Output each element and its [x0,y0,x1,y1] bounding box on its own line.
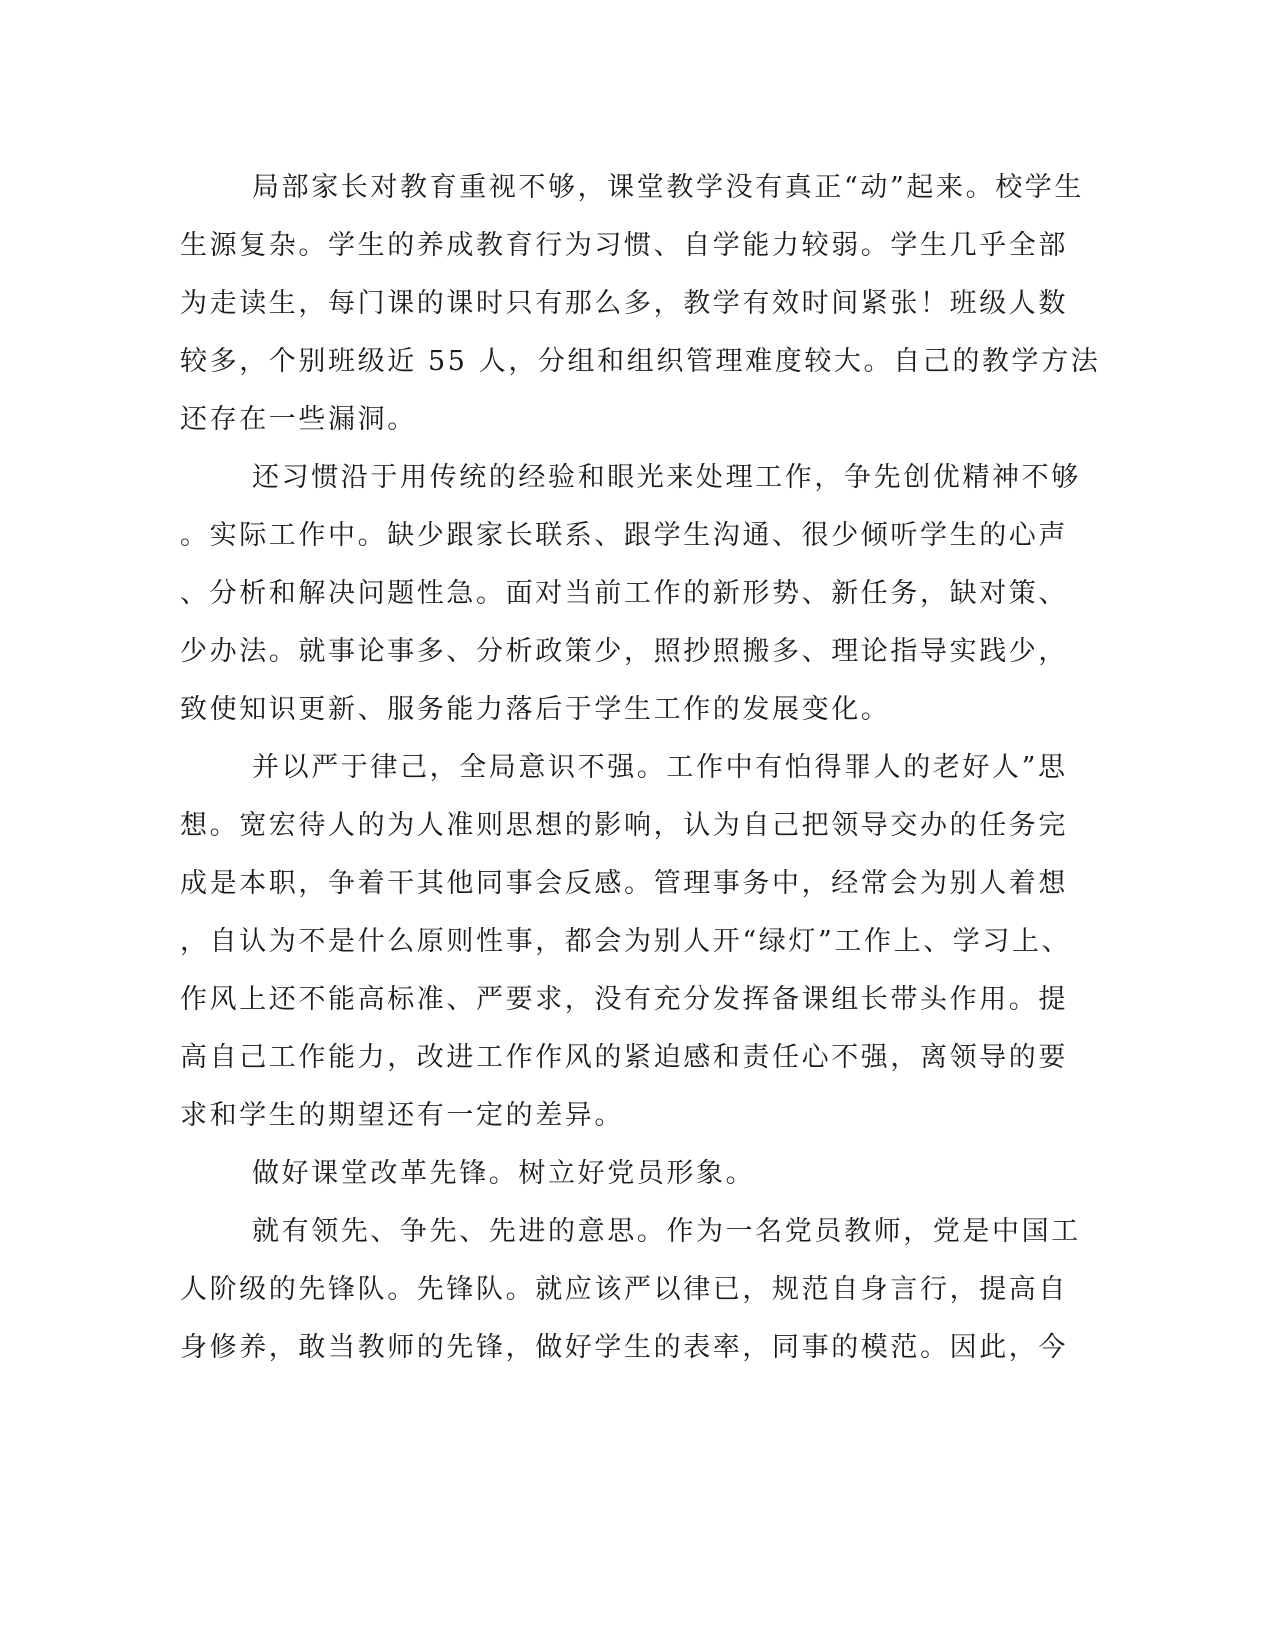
text-line: 做好课堂改革先锋。树立好党员形象。 [252,1158,756,1189]
text-line: 就有领先、争先、先进的意思。作为一名党员教师，党是中国工 [252,1216,1081,1247]
text-line: 求和学生的期望还有一定的差异。 [180,1100,624,1131]
text-line: 较多，个别班级近 55 人，分组和组织管理难度较大。自己的教学方法 [180,346,1101,377]
paragraph [180,159,1101,449]
paragraph [180,1145,1040,1203]
text-line: 成是本职，争着干其他同事会反感。管理事务中，经常会为别人着想 [180,868,1068,899]
text-line: 。实际工作中。缺少跟家长联系、跟学生沟通、很少倾听学生的心声 [180,520,1068,551]
text-line: 局部家长对教育重视不够，课堂教学没有真正“动”起来。校学生 [252,172,1085,203]
text-line: 想。宽宏待人的为人准则思想的影响，认为自己把领导交办的任务完 [180,810,1068,841]
text-line: 并以严于律己，全局意识不强。工作中有怕得罪人的老好人”思 [252,752,1068,783]
text-line: 高自己工作能力，改进工作作风的紧迫感和责任心不强，离领导的要 [180,1042,1068,1073]
text-line: ，自认为不是什么原则性事，都会为别人开“绿灯”工作上、学习上、 [180,926,1072,957]
text-line: 人阶级的先锋队。先锋队。就应该严以律已，规范自身言行，提高自 [180,1274,1068,1305]
text-line: 还存在一些漏洞。 [180,404,417,435]
text-line: 少办法。就事论事多、分析政策少，照抄照搬多、理论指导实践少， [180,636,1068,667]
paragraph [180,449,1081,739]
text-line: 为走读生，每门课的课时只有那么多，教学有效时间紧张！班级人数 [180,288,1068,319]
text-line: 生源复杂。学生的养成教育行为习惯、自学能力较弱。学生几乎全部 [180,230,1068,261]
text-line: 身修养，敢当教师的先锋，做好学生的表率，同事的模范。因此，今 [180,1332,1068,1363]
paragraph [180,1203,1081,1377]
text-line: 作风上还不能高标准、严要求，没有充分发挥备课组长带头作用。提 [180,984,1068,1015]
paragraph [180,739,1072,1145]
text-line: 还习惯沿于用传统的经验和眼光来处理工作，争先创优精神不够 [252,462,1081,493]
document-body [180,159,1101,1377]
text-line: 致使知识更新、服务能力落后于学生工作的发展变化。 [180,694,891,725]
text-line: 、分析和解决问题性急。面对当前工作的新形势、新任务，缺对策、 [180,578,1068,609]
